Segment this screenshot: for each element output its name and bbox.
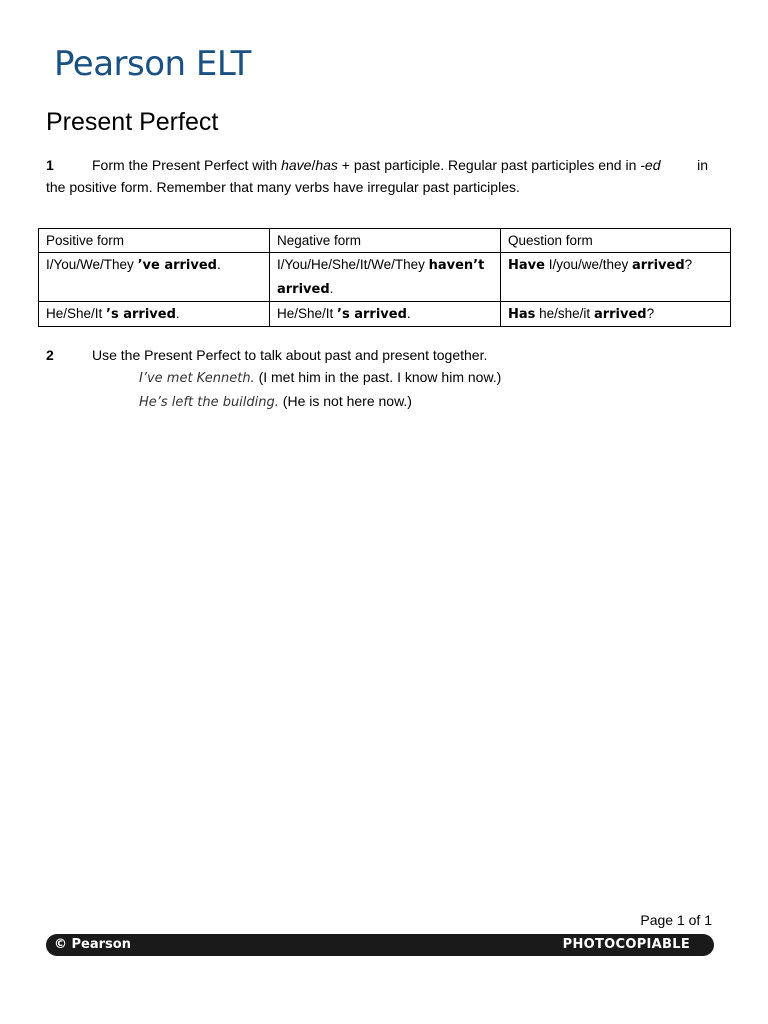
example-2 xyxy=(46,390,710,414)
header-positive: Positive form xyxy=(39,229,270,253)
pearson-elt-logo: Pearson ELT xyxy=(54,44,251,84)
page-title: Present Perfect xyxy=(46,108,219,136)
header-question: Question form xyxy=(501,229,731,253)
section-1-has: has xyxy=(315,157,338,173)
example-1-explanation: (I met him in the past. I know him now.) xyxy=(254,369,502,385)
table-row xyxy=(39,302,731,327)
footer-bar xyxy=(46,934,714,956)
example-1-sentence: I’ve met Kenneth. xyxy=(139,371,255,386)
cell-question-singular: Has he/she/it arrived? xyxy=(501,302,731,327)
present-perfect-table xyxy=(38,228,731,327)
page-number: Page 1 of 1 xyxy=(640,912,712,928)
section-1-line-2: the positive form. Remember that many verbs have irregular past participles. xyxy=(46,179,520,195)
section-1-text-a: Form the Present Perfect with xyxy=(92,157,282,173)
example-2-sentence: He’s left the building. xyxy=(139,395,279,410)
section-1-text-b: + past participle. Regular past participles end in xyxy=(337,157,641,173)
section-2-text: Use the Present Perfect to talk about past and present together. xyxy=(92,347,488,363)
section-1-ed: -ed xyxy=(640,157,661,173)
cell-negative-plural: I/You/He/She/It/We/They haven’t arrived. xyxy=(270,253,501,302)
header-negative: Negative form xyxy=(270,229,501,253)
example-1 xyxy=(46,366,710,390)
cell-positive-singular: He/She/It ’s arrived. xyxy=(39,302,270,327)
cell-question-plural: Have I/you/we/they arrived? xyxy=(501,253,731,302)
table-row xyxy=(39,253,731,302)
section-1-line-1 xyxy=(46,154,710,176)
section-1-number: 1 xyxy=(46,157,54,173)
table-header-row xyxy=(39,229,731,253)
section-1-have: have xyxy=(281,157,312,173)
section-1-in: in xyxy=(697,157,708,173)
cell-positive-plural: I/You/We/They ’ve arrived. xyxy=(39,253,270,302)
section-2 xyxy=(46,344,710,414)
section-2-number: 2 xyxy=(46,347,54,363)
section-1-slash: / xyxy=(311,157,316,173)
example-2-explanation: (He is not here now.) xyxy=(278,393,412,409)
cell-negative-singular: He/She/It ’s arrived. xyxy=(270,302,501,327)
photocopiable-label: PHOTOCOPIABLE xyxy=(562,937,690,952)
section-1 xyxy=(46,154,710,198)
copyright-label: © Pearson xyxy=(54,937,131,952)
